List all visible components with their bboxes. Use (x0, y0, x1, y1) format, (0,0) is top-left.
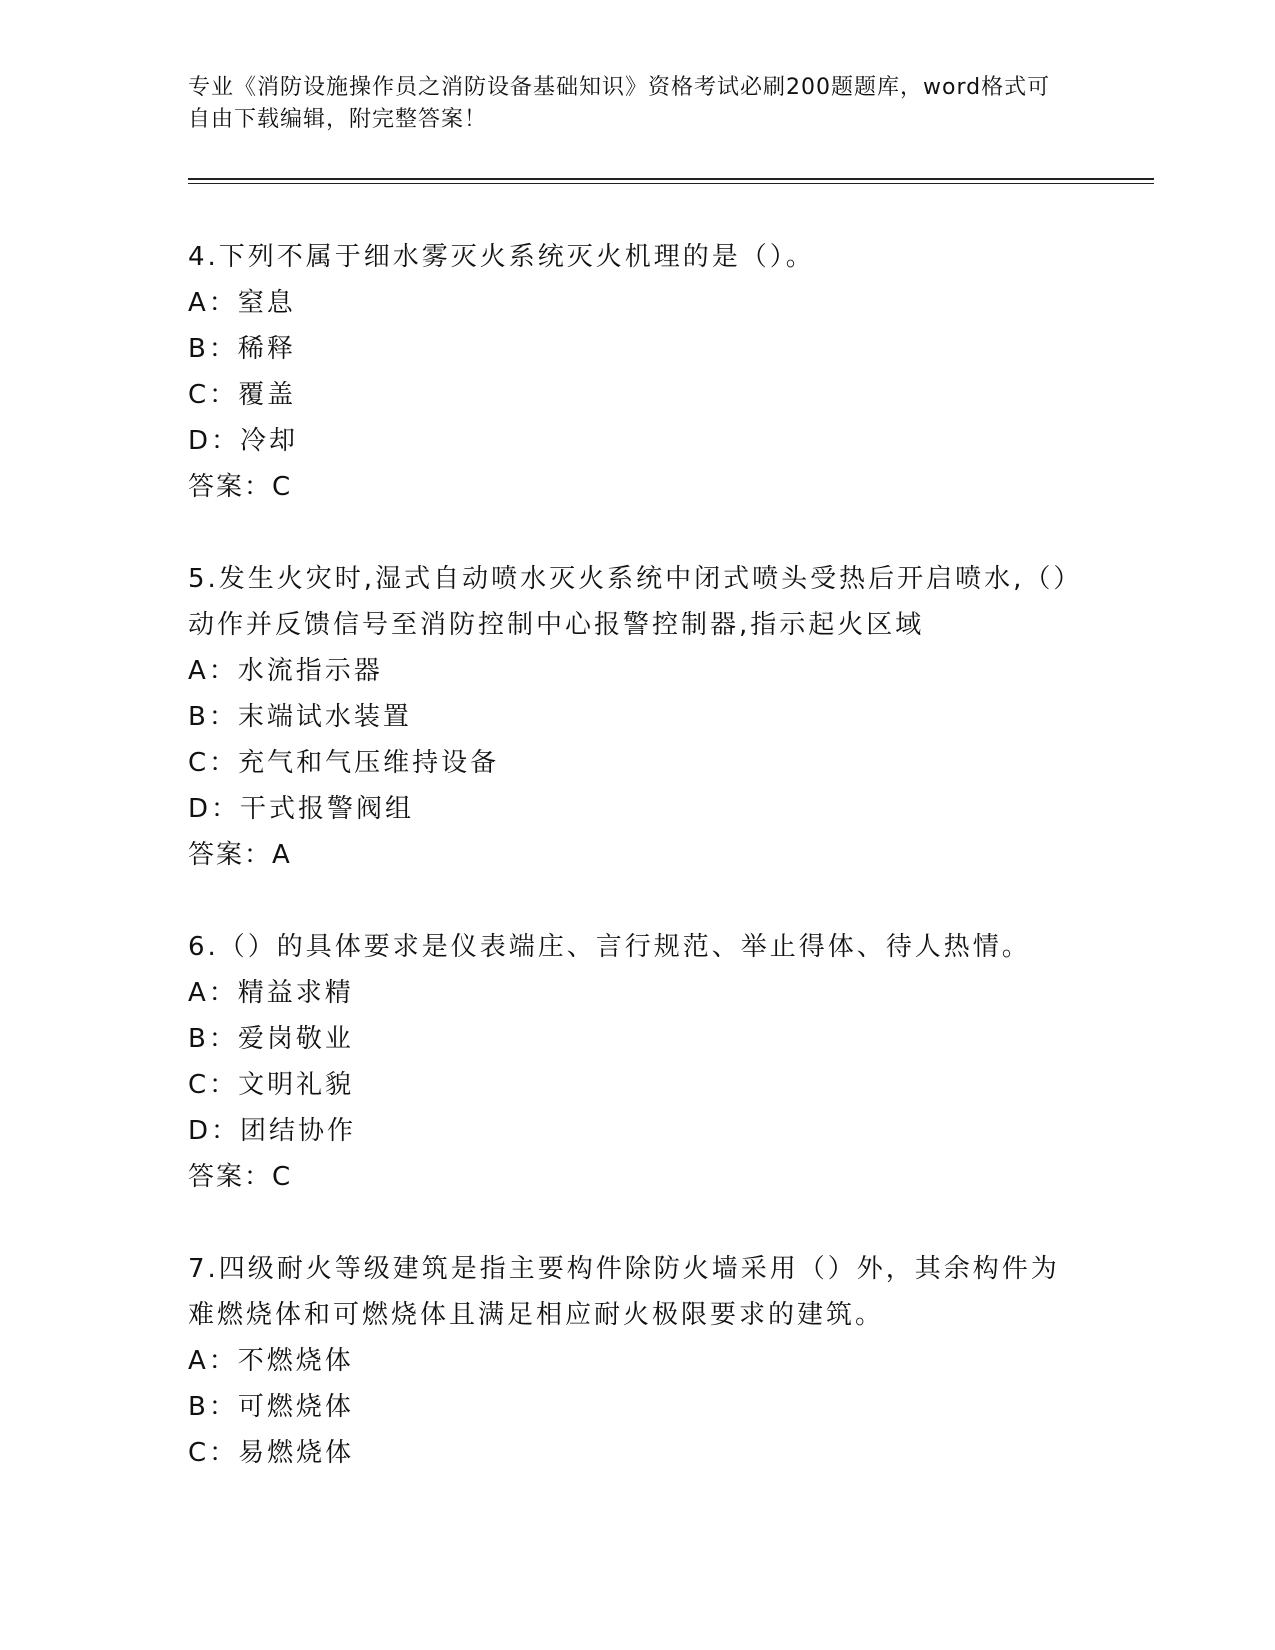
answer-line: 答案：C (188, 472, 293, 502)
header-divider-thin (188, 183, 1154, 184)
question-7 (188, 1246, 1088, 1476)
option-b: B：末端试水装置 (188, 702, 412, 732)
option-c: C：覆盖 (188, 380, 297, 410)
question-stem: 6.（）的具体要求是仪表端庄、言行规范、举止得体、待人热情。 (188, 932, 1031, 962)
question-4 (188, 234, 1088, 510)
header-divider-thick (188, 178, 1154, 180)
option-b: B：可燃烧体 (188, 1392, 354, 1422)
answer-line: 答案：A (188, 840, 292, 870)
option-b: B：稀释 (188, 334, 296, 364)
option-d: D：团结协作 (188, 1116, 357, 1146)
option-a: A：水流指示器 (188, 656, 383, 686)
option-c: C：充气和气压维持设备 (188, 748, 500, 778)
question-6 (188, 924, 1088, 1200)
option-a: A：不燃烧体 (188, 1346, 354, 1376)
question-stem: 4.下列不属于细水雾灭火系统灭火机理的是（）。 (188, 242, 815, 272)
document-header: 专业《消防设施操作员之消防设备基础知识》资格考试必刷200题题库，word格式可自由下载编辑，附完整答案！ (188, 75, 1051, 132)
question-list (188, 234, 1088, 1522)
option-d: D：冷却 (188, 426, 299, 456)
question-stem: 7.四级耐火等级建筑是指主要构件除防火墙采用（）外，其余构件为难燃烧体和可燃烧体且满足相应耐火极限要求的建筑。 (188, 1254, 1060, 1330)
question-stem: 5.发生火灾时,湿式自动喷水灭火系统中闭式喷头受热后开启喷水,（）动作并反馈信号至消防控制中心报警控制器,指示起火区域 (188, 564, 1083, 640)
answer-line: 答案：C (188, 1162, 293, 1192)
option-c: C：文明礼貌 (188, 1070, 355, 1100)
option-a: A：精益求精 (188, 978, 354, 1008)
option-c: C：易燃烧体 (188, 1438, 355, 1468)
option-d: D：干式报警阀组 (188, 794, 415, 824)
option-b: B：爱岗敬业 (188, 1024, 354, 1054)
question-5 (188, 556, 1088, 878)
option-a: A：窒息 (188, 288, 296, 318)
